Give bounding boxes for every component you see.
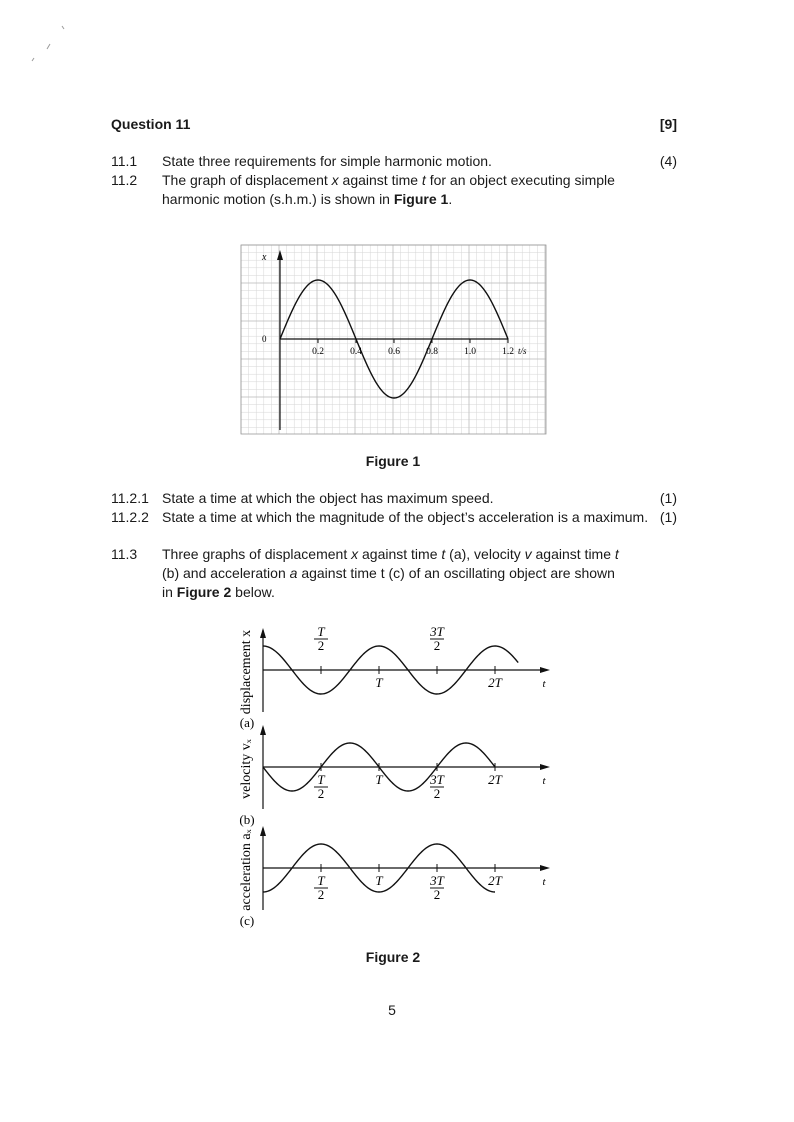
item-number: 11.1: [111, 153, 138, 169]
tick-label-2T: 2T: [488, 675, 502, 690]
tick-label-2T: 2T: [488, 873, 502, 888]
item-text: Three graphs of displacement x against time t (a), velocity v against time t (b) and acceleration a against time t (c) of an oscillating object are shown in Figure 2 below.: [162, 546, 619, 600]
tick-fraction-numerator: 3T: [430, 873, 444, 888]
y-axis-arrow: [260, 826, 266, 836]
question-total-marks: [9]: [659, 116, 677, 132]
x-tick-label: 0.4: [350, 347, 362, 357]
x-tick-label: 0.2: [312, 347, 324, 357]
y-axis-arrow: [260, 725, 266, 735]
figure-1-caption: Figure 1: [365, 453, 421, 469]
question-title: Question 11: [111, 116, 191, 132]
stray-pen-marks: [30, 22, 70, 67]
x-axis-label: t/s: [518, 346, 527, 356]
tick-fraction-denominator: 2: [433, 786, 441, 801]
tick-fraction-numerator: 3T: [430, 772, 444, 787]
x-axis-label: t: [542, 775, 546, 787]
x-tick-label: 1.2: [502, 347, 514, 357]
tick-label-T: T: [375, 772, 383, 787]
tick-fraction-denominator: 2: [433, 638, 441, 653]
graph-panel: [239, 725, 550, 827]
chart-axes: [277, 250, 508, 430]
panel-label: (a): [239, 715, 255, 730]
tick-fraction-denominator: 2: [317, 786, 325, 801]
y-axis-label: x: [262, 252, 267, 263]
x-tick-label: 0.8: [426, 347, 438, 357]
origin-label: 0: [262, 334, 267, 344]
item-marks: (1): [659, 490, 677, 506]
tick-fraction-numerator: T: [317, 624, 325, 639]
item-number: 11.2: [111, 172, 138, 188]
item-text: State three requirements for simple harmonic motion.: [162, 153, 492, 169]
item-marks: (4): [659, 153, 677, 169]
figure-2-caption: Figure 2: [365, 949, 421, 965]
tick-fraction-numerator: 3T: [430, 624, 444, 639]
y-axis-label: velocity vₓ: [239, 739, 254, 799]
y-axis-label: acceleration aₓ: [239, 829, 254, 911]
item-number: 11.3: [111, 546, 138, 562]
x-axis-label: t: [542, 678, 546, 690]
graph-panel: [239, 624, 550, 730]
x-axis-arrow: [540, 667, 550, 673]
item-number: 11.2.1: [111, 490, 149, 506]
tick-fraction-denominator: 2: [433, 887, 441, 902]
tick-label-T: T: [375, 675, 383, 690]
y-axis-arrow: [260, 628, 266, 638]
y-axis-label: displacement x: [239, 629, 254, 715]
item-text: The graph of displacement x against time t for an object executing simple harmonic motion (s.h.m.) is shown in Figure 1.: [162, 172, 615, 207]
x-axis-label: t: [542, 876, 546, 888]
tick-fraction-numerator: T: [317, 772, 325, 787]
page-number: 5: [388, 1002, 396, 1018]
tick-label-2T: 2T: [488, 772, 502, 787]
x-axis-arrow: [540, 764, 550, 770]
figure-1-chart: [238, 242, 550, 438]
graph-panel: [239, 826, 550, 928]
tick-fraction-denominator: 2: [317, 638, 325, 653]
x-tick-label: 0.6: [388, 347, 400, 357]
tick-fraction-numerator: T: [317, 873, 325, 888]
x-axis-arrow: [540, 865, 550, 871]
panel-label: (c): [239, 913, 255, 928]
item-number: 11.2.2: [111, 509, 149, 525]
question-header: [111, 116, 677, 136]
tick-fraction-denominator: 2: [317, 887, 325, 902]
item-text: State a time at which the object has maximum speed.: [162, 490, 494, 506]
item-marks: (1): [659, 509, 677, 525]
figure-2-graphs: [222, 620, 562, 940]
tick-label-T: T: [375, 873, 383, 888]
x-tick-label: 1.0: [464, 347, 476, 357]
item-text: State a time at which the magnitude of the object’s acceleration is a maximum.: [162, 509, 649, 525]
panel-label: (b): [239, 812, 255, 827]
